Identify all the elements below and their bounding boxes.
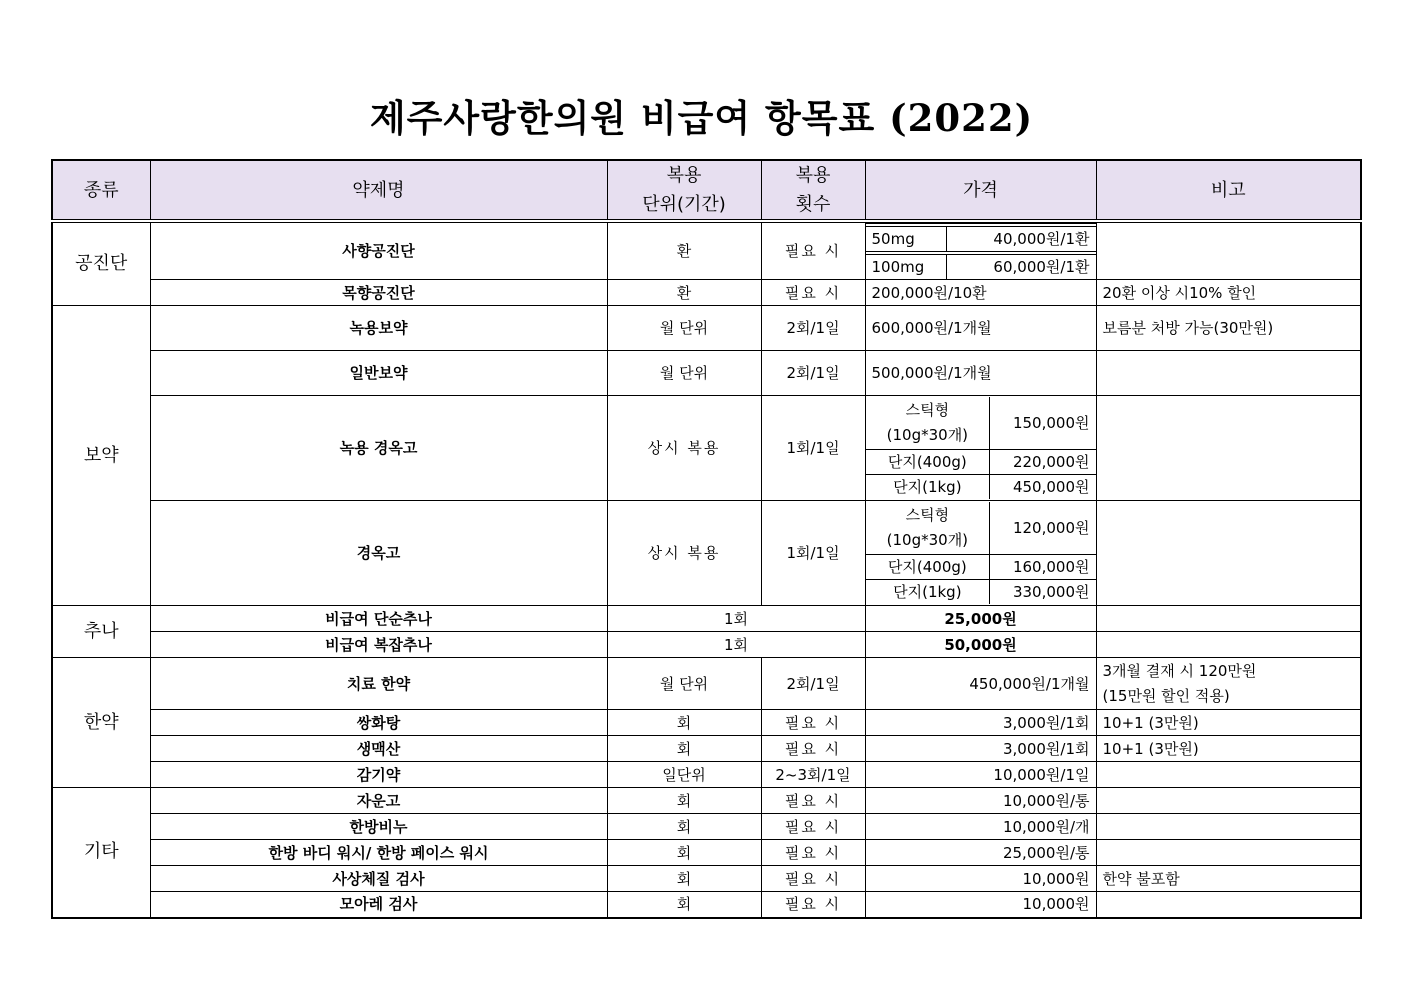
- item-unit: 월 단위: [607, 351, 761, 396]
- item-name: 사향공진단: [150, 221, 607, 280]
- item-name: 한방비누: [150, 814, 607, 840]
- table-row: [52, 814, 1361, 840]
- header-count: 복용 횟수: [761, 160, 865, 221]
- header-note: 비고: [1096, 160, 1361, 221]
- item-price: 10,000원/개: [865, 814, 1096, 840]
- item-note: 10+1 (3만원): [1096, 736, 1361, 762]
- item-unit: 회: [607, 866, 761, 892]
- option-size: 단지(400g): [866, 449, 990, 474]
- table-row: [52, 658, 1361, 710]
- item-price: 25,000원: [865, 606, 1096, 632]
- header-row: [52, 160, 1361, 221]
- option-price: 330,000원: [1012, 582, 1090, 601]
- option-price: 450,000원: [1012, 477, 1090, 496]
- item-price: 450,000원/1개월: [865, 658, 1096, 710]
- table-row: [52, 840, 1361, 866]
- header-category: 종류: [52, 160, 150, 221]
- item-note: [1096, 606, 1361, 632]
- option-size: 단지(400g): [866, 554, 990, 579]
- item-count: 2회/1일: [761, 658, 865, 710]
- item-unit: 회: [607, 788, 761, 814]
- item-price: 25,000원/통: [865, 840, 1096, 866]
- page-title: 제주사랑한의원 비급여 항목표 (2022): [369, 96, 1034, 140]
- option-size: 단지(1kg): [866, 579, 990, 604]
- item-note: [1096, 351, 1361, 396]
- item-count: 필요 시: [761, 710, 865, 736]
- category-cell: 공진단: [52, 221, 150, 306]
- item-name: 자운고: [150, 788, 607, 814]
- item-name: 비급여 복잡추나: [150, 632, 607, 658]
- item-count: 1회: [607, 606, 865, 632]
- item-name: 녹용보약: [150, 306, 607, 351]
- item-unit: 회: [607, 710, 761, 736]
- table-row: [52, 736, 1361, 762]
- table-row: [52, 788, 1361, 814]
- table-row: [52, 501, 1361, 606]
- item-note: [1096, 892, 1361, 918]
- item-unit: 회: [607, 892, 761, 918]
- item-note: [1096, 501, 1361, 606]
- table-row: [52, 866, 1361, 892]
- item-note: 3개월 결재 시 120만원 (15만원 할인 적용): [1096, 658, 1361, 710]
- price-options: [865, 501, 1096, 606]
- item-note: [1096, 814, 1361, 840]
- table-row: [52, 892, 1361, 918]
- category-cell: 한약: [52, 658, 150, 788]
- item-count: 2회/1일: [761, 306, 865, 351]
- item-count: 필요 시: [761, 814, 865, 840]
- item-name: 녹용 경옥고: [150, 396, 607, 501]
- item-count: 필요 시: [761, 280, 865, 306]
- header-name: 약제명: [150, 160, 607, 221]
- item-price: 10,000원: [865, 866, 1096, 892]
- item-unit: 상시 복용: [607, 501, 761, 606]
- item-count: 2회/1일: [761, 351, 865, 396]
- item-count: 필요 시: [761, 788, 865, 814]
- item-note: [1096, 632, 1361, 658]
- option-price: 120,000원: [990, 502, 1096, 554]
- option-price: 60,000원/1환: [946, 253, 1096, 279]
- item-name: 생맥산: [150, 736, 607, 762]
- table-row: [52, 221, 1361, 280]
- item-price: 500,000원/1개월: [865, 351, 1096, 396]
- option-size: 50mg: [866, 225, 947, 253]
- table-row: [52, 351, 1361, 396]
- item-unit: 회: [607, 840, 761, 866]
- item-note: [1096, 221, 1361, 280]
- item-name: 목향공진단: [150, 280, 607, 306]
- item-note: 보름분 처방 가능(30만원): [1096, 306, 1361, 351]
- item-name: 쌍화탕: [150, 710, 607, 736]
- item-name: 경옥고: [150, 501, 607, 606]
- item-price: 3,000원/1회: [865, 710, 1096, 736]
- header-unit: 복용 단위(기간): [607, 160, 761, 221]
- table-row: [52, 632, 1361, 658]
- item-count: 필요 시: [761, 736, 865, 762]
- item-name: 치료 한약: [150, 658, 607, 710]
- item-note: 20환 이상 시10% 할인: [1096, 280, 1361, 306]
- item-name: 한방 바디 워시/ 한방 페이스 워시: [150, 840, 607, 866]
- item-name: 사상체질 검사: [150, 866, 607, 892]
- item-count: 1회/1일: [761, 396, 865, 501]
- option-price: 150,000원: [990, 397, 1096, 449]
- table-row: [52, 710, 1361, 736]
- item-price: 200,000원/10환: [865, 280, 1096, 306]
- item-unit: 일단위: [607, 762, 761, 788]
- item-unit: 월 단위: [607, 658, 761, 710]
- item-count: 필요 시: [761, 840, 865, 866]
- item-count: 2~3회/1일: [761, 762, 865, 788]
- item-name: 일반보약: [150, 351, 607, 396]
- item-unit: 월 단위: [607, 306, 761, 351]
- option-size: 스틱형 (10g*30개): [866, 502, 990, 554]
- item-unit: 상시 복용: [607, 396, 761, 501]
- option-size: 단지(1kg): [866, 474, 990, 499]
- table-row: [52, 306, 1361, 351]
- item-count: 필요 시: [761, 221, 865, 280]
- option-size: 100mg: [866, 253, 947, 279]
- category-cell: 추나: [52, 606, 150, 658]
- option-price: 160,000원: [990, 554, 1096, 579]
- table-row: [52, 606, 1361, 632]
- item-note: [1096, 762, 1361, 788]
- category-cell: 보약: [52, 306, 150, 606]
- fee-table: [51, 159, 1362, 919]
- item-unit: 회: [607, 736, 761, 762]
- category-cell: 기타: [52, 788, 150, 918]
- item-count: 1회/1일: [761, 501, 865, 606]
- item-price: 3,000원/1회: [865, 736, 1096, 762]
- item-unit: 환: [607, 280, 761, 306]
- item-unit: 회: [607, 814, 761, 840]
- item-count: 1회: [607, 632, 865, 658]
- option-size: 스틱형 (10g*30개): [866, 397, 990, 449]
- price-options: [865, 221, 1096, 280]
- item-price: 10,000원/1일: [865, 762, 1096, 788]
- table-row: [52, 762, 1361, 788]
- item-note: 10+1 (3만원): [1096, 710, 1361, 736]
- item-name: 비급여 단순추나: [150, 606, 607, 632]
- price-options: [865, 396, 1096, 501]
- item-count: 필요 시: [761, 892, 865, 918]
- item-name: 모아레 검사: [150, 892, 607, 918]
- item-name: 감기약: [150, 762, 607, 788]
- item-note: [1096, 788, 1361, 814]
- item-price: 10,000원: [865, 892, 1096, 918]
- item-price: 600,000원/1개월: [865, 306, 1096, 351]
- option-price: 220,000원: [990, 449, 1096, 474]
- table-row: [52, 280, 1361, 306]
- header-price: 가격: [865, 160, 1096, 221]
- item-note: [1096, 840, 1361, 866]
- item-count: 필요 시: [761, 866, 865, 892]
- item-unit: 환: [607, 221, 761, 280]
- item-price: 50,000원: [865, 632, 1096, 658]
- option-price: 40,000원/1환: [946, 225, 1096, 253]
- item-note: 한약 불포함: [1096, 866, 1361, 892]
- item-note: [1096, 396, 1361, 501]
- table-row: [52, 396, 1361, 501]
- item-price: 10,000원/통: [865, 788, 1096, 814]
